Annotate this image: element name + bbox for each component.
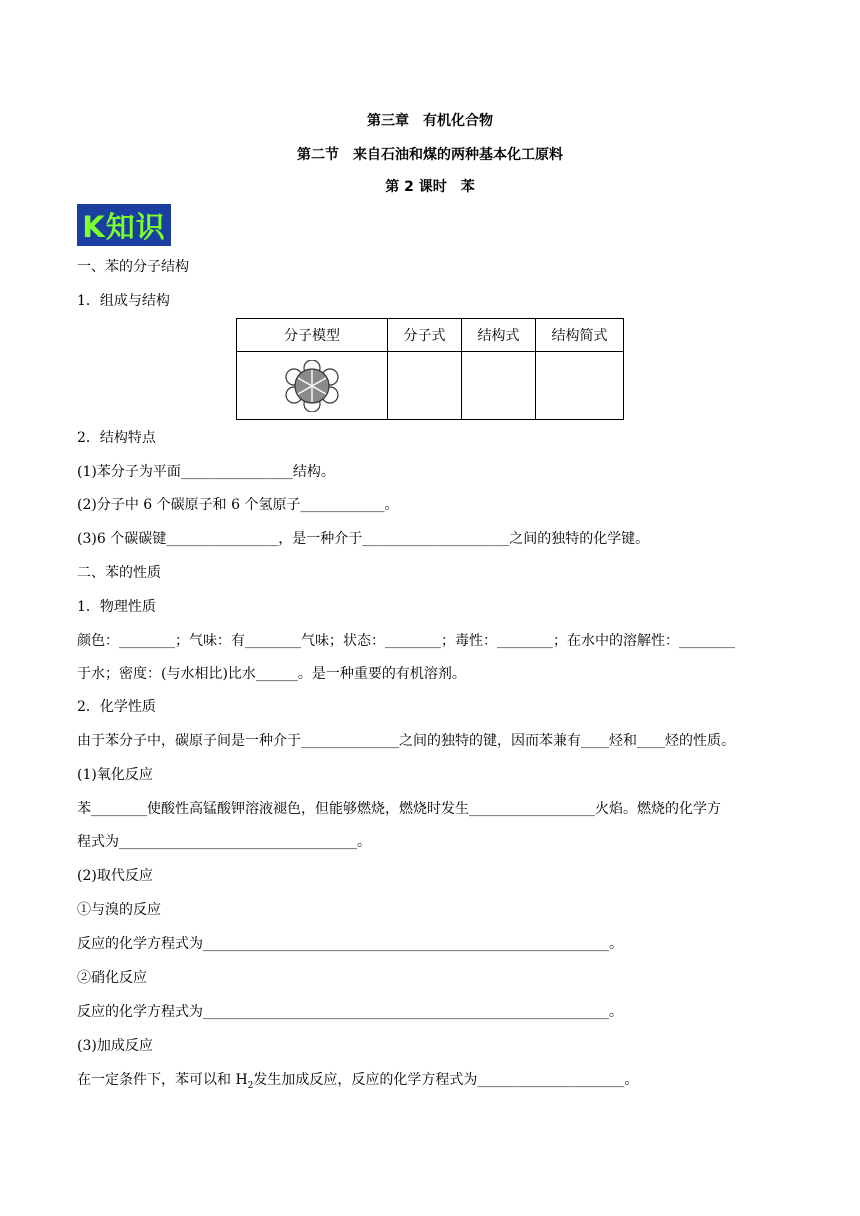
hydrogen-subscript: 2: [247, 1080, 254, 1091]
feature-item: (3)6 个碳碳键________________，是一种介于_____________________之间的独特的化学键。: [77, 531, 650, 547]
addition-line-text-rest: 发生加成反应，反应的化学方程式为_____________________。: [253, 1072, 639, 1088]
nitration-heading: ②硝化反应: [77, 970, 147, 986]
table-header-row: [237, 319, 624, 352]
feature-item: (2)分子中 6 个碳原子和 6 个氢原子____________。: [77, 497, 399, 513]
knowledge-badge: K知识: [77, 204, 171, 246]
nitration-equation-line: 反应的化学方程式为__________________________________________________________。: [77, 1004, 623, 1020]
structure-features-heading: 2．结构特点: [77, 430, 156, 446]
section-title: 第二节 来自石油和煤的两种基本化工原料: [297, 147, 563, 163]
addition-line-text: 在一定条件下，苯可以和 H: [77, 1072, 248, 1088]
addition-heading: (3)加成反应: [77, 1038, 153, 1054]
feature-item: (1)苯分子为平面________________结构。: [77, 464, 335, 480]
table-cell-structural: [462, 352, 536, 420]
table-header-model: 分子模型: [237, 319, 388, 352]
part2-heading: 二、苯的性质: [77, 565, 161, 581]
oxidation-heading: (1)氧化反应: [77, 767, 153, 783]
physical-properties-heading: 1．物理性质: [77, 599, 156, 615]
table-header-structural: 结构式: [462, 319, 536, 352]
oxidation-line: 苯________使酸性高锰酸钾溶液褪色，但能够燃烧，燃烧时发生__________________火焰。燃烧的化学方: [77, 801, 721, 817]
table-row: [237, 352, 624, 420]
structure-table: [236, 318, 624, 420]
chapter-title: 第三章 有机化合物: [367, 113, 493, 129]
table-cell-model: [237, 352, 388, 420]
table-header-formula: 分子式: [388, 319, 462, 352]
part1-heading: 一、苯的分子结构: [77, 259, 189, 275]
physical-properties-line: 于水；密度：(与水相比)比水______。是一种重要的有机溶剂。: [77, 666, 466, 682]
benzene-model-icon: [283, 360, 341, 412]
table-cell-simplified: [536, 352, 624, 420]
physical-properties-line: 颜色：________；气味：有________气味；状态：________；毒性：________；在水中的溶解性：________: [77, 633, 735, 649]
bromination-equation-line: 反应的化学方程式为__________________________________________________________。: [77, 936, 623, 952]
lesson-title: 第 2 课时 苯: [385, 179, 475, 195]
addition-equation-line: [77, 1070, 638, 1096]
table-cell-formula: [388, 352, 462, 420]
table-header-simplified: 结构简式: [536, 319, 624, 352]
bromination-heading: ①与溴的反应: [77, 902, 161, 918]
substitution-heading: (2)取代反应: [77, 868, 153, 884]
oxidation-line: 程式为__________________________________。: [77, 834, 371, 850]
chemical-properties-intro: 由于苯分子中，碳原子间是一种介于______________之间的独特的键，因而苯兼有____烃和____烃的性质。: [77, 733, 735, 749]
composition-structure-heading: 1．组成与结构: [77, 293, 170, 309]
chemical-properties-heading: 2．化学性质: [77, 699, 156, 715]
